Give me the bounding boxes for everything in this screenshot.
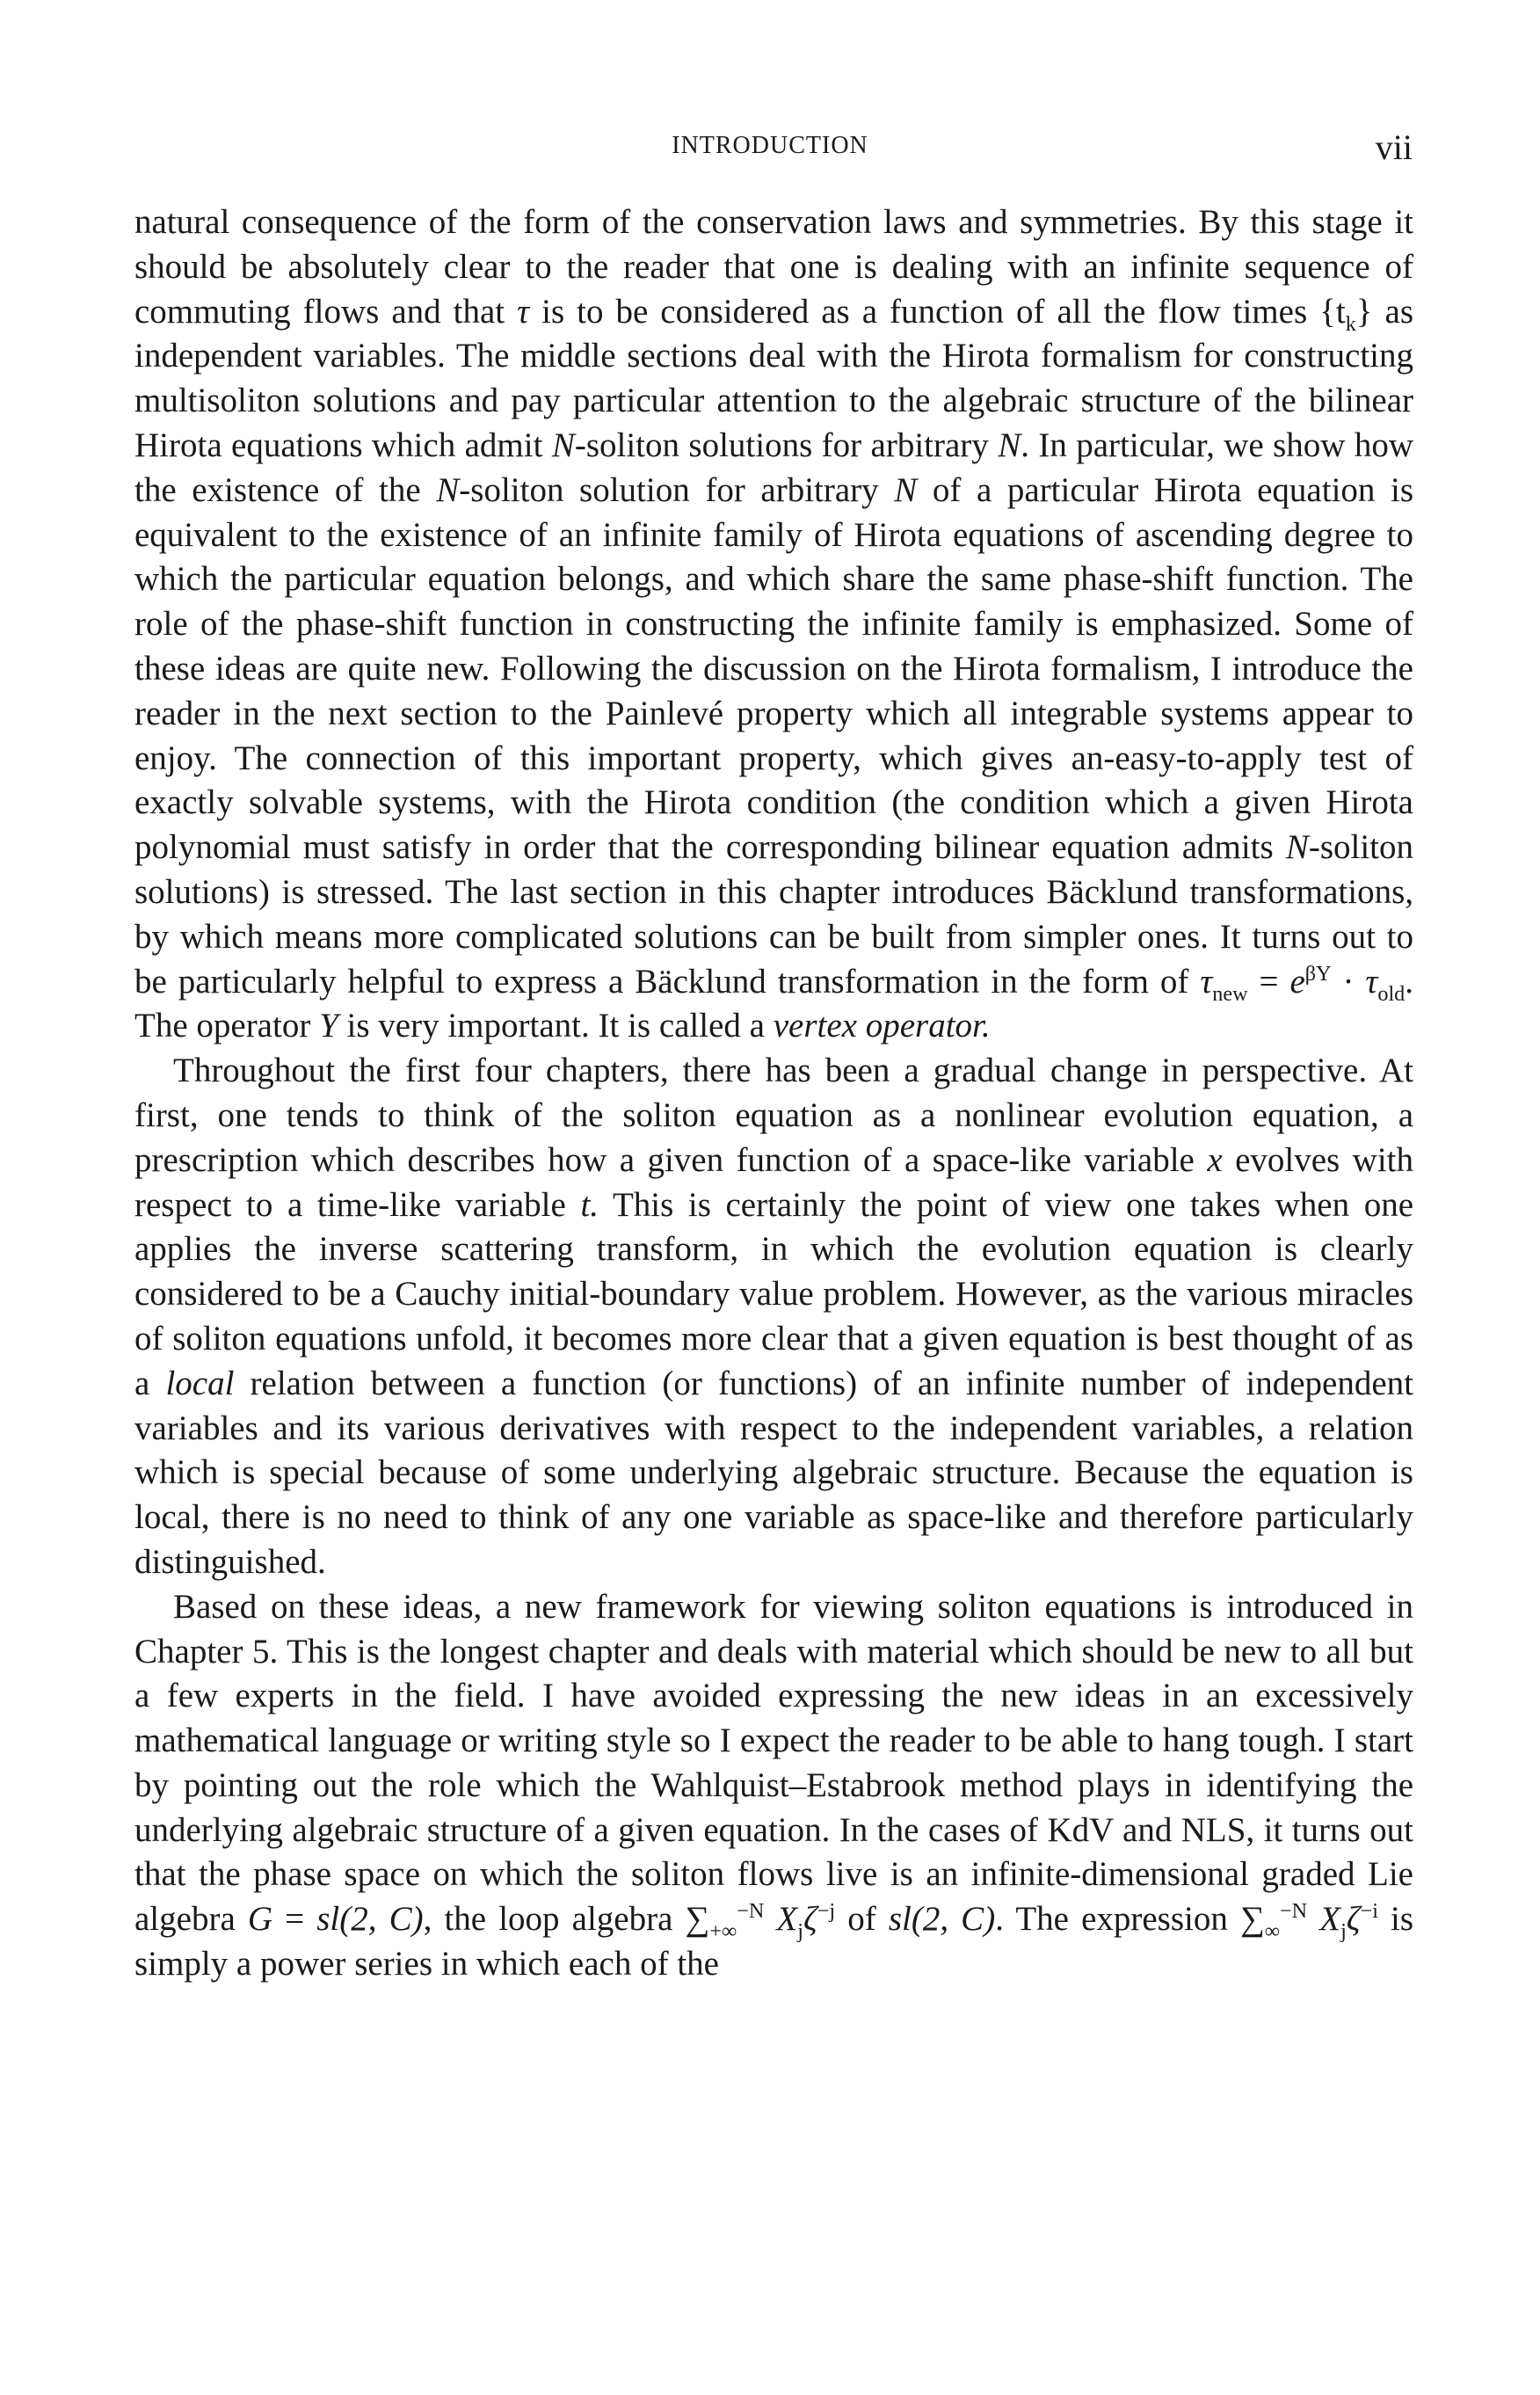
text-run: -soliton solution for arbitrary <box>459 470 879 509</box>
text-run: Throughout the first four chapters, there has been a gradual change in perspective. At first, one tends to think of the soliton equation as a nonlinear evolution equation, a prescription which describes how a given function of a space-like variable <box>134 1052 1413 1179</box>
math-sl2: sl(2, C) <box>888 1900 996 1939</box>
text-run: relation between a function (or functions) of an infinite number of independent variables and its various derivatives with respect to the independent variables, a relation which is special because of some underlying algebraic structure. Because the equation is local, there is no need to think of any one variable as space-like and therefore particularly distinguished. <box>134 1364 1413 1581</box>
math-N: N <box>1285 828 1309 867</box>
text-run: . The expression <box>995 1900 1228 1939</box>
text-run: , the loop algebra <box>423 1900 673 1939</box>
paragraph-3 <box>134 1585 1413 1987</box>
text-run: of a particular Hirota equation is equivalent to the existence of an infinite family of Hirota equations of ascending degree to which the particular equation belongs, and which share the same phase-shift function. The role of the phase-shift function in constructing the infinite family is emphasized. Some of these ideas are quite new. Following the discussion on the Hirota formalism, I introduce the reader in the next section to the Painlevé property which all integrable systems appear to enjoy. The connection of this important property, which gives an-easy-to-apply test of exactly solvable systems, with the Hirota condition (the condition which a given Hirota polynomial must satisfy in order that the corresponding bilinear equation admits <box>134 470 1414 867</box>
math-N: N <box>894 470 918 509</box>
math-N: N <box>436 470 460 509</box>
body-text <box>134 200 1413 1987</box>
math-N: N <box>551 426 575 464</box>
running-title: INTRODUCTION <box>672 132 868 159</box>
math-lie-algebra: G = sl(2, C) <box>247 1900 424 1939</box>
running-head <box>0 127 1540 167</box>
paragraph-1 <box>134 200 1413 1049</box>
math-x: x <box>1207 1140 1223 1179</box>
math-power-series: $\sum_\infty^{-N}$ $X_j\zeta^{-i}$ <box>1239 1899 1378 1944</box>
text-run: Based on these ideas, a new framework for viewing soliton equations is introduced in Chapter 5. This is the longest chapter and deals with material which should be new to all but a few experts in the field. I have avoided expressing the new ideas in an excessively mathematical language or writing style so I expect the reader to be able to hang tough. I start by pointing out the role which the Wahlquist–Estabrook method plays in identifying the underlying algebraic structure of a given equation. In the cases of KdV and NLS, it turns out that the phase space on which the soliton flows live is an infinite-dimensional graded Lie algebra <box>134 1587 1413 1939</box>
text-run: evolves with respect to a time-like variable <box>134 1140 1414 1224</box>
math-t: t. <box>580 1185 599 1224</box>
text-run: is very important. It is called a <box>346 1007 765 1045</box>
text-run: -soliton solutions) is stressed. The last section in this chapter introduces Bäcklund transformations, by which means more complicated solutions can be built from simpler ones. It turns out to be particularly helpful to express a Bäcklund transformation in the form of <box>134 828 1414 1001</box>
text-run: is simply a power series in which each of the <box>134 1900 1414 1984</box>
math-Y: Y <box>319 1007 338 1045</box>
paragraph-2 <box>134 1049 1413 1585</box>
text-run: This is certainly the point of view one takes when one applies the inverse scattering transform, in which the evolution equation is clearly considered to be a Cauchy initial-boundary value problem. However, as the various miracles of soliton equations unfold, it becomes more clear that a given equation is best thought of as a <box>134 1185 1414 1402</box>
text-run: -soliton solutions for arbitrary <box>574 426 989 464</box>
math-loop-sum: $\sum_{+\infty}^{-N}$ $X_j\zeta^{-j}$ <box>685 1899 836 1944</box>
text-run: . In particular, we show how the existence of the <box>134 426 1414 509</box>
text-run: . The operator <box>134 962 1414 1045</box>
emphasis-local: local <box>165 1364 235 1402</box>
text-run: of <box>847 1900 876 1939</box>
text-run: as independent variables. The middle sections deal with the Hirota formalism for constructing multisoliton solutions and pay particular attention to the algebraic structure of the bilinear Hirota equations which admit <box>134 292 1414 464</box>
math-tau: τ <box>517 292 530 331</box>
math-backlund-formula: $\tau_{new} = e^{\beta Y} \cdot \tau_{old}$ <box>1200 961 1406 1006</box>
math-N: N <box>998 426 1021 464</box>
emphasis-vertex-operator: vertex operator. <box>773 1007 991 1045</box>
page-number: vii <box>1375 127 1413 167</box>
text-run: natural consequence of the form of the conservation laws and symmetries. By this stage it should be absolutely clear to the reader that one is dealing with an infinite sequence of commuting flows and that <box>134 203 1413 331</box>
text-run: is to be considered as a function of all the flow times <box>541 292 1308 331</box>
math-flow-times: $\{t_k\}$ <box>1319 292 1373 336</box>
